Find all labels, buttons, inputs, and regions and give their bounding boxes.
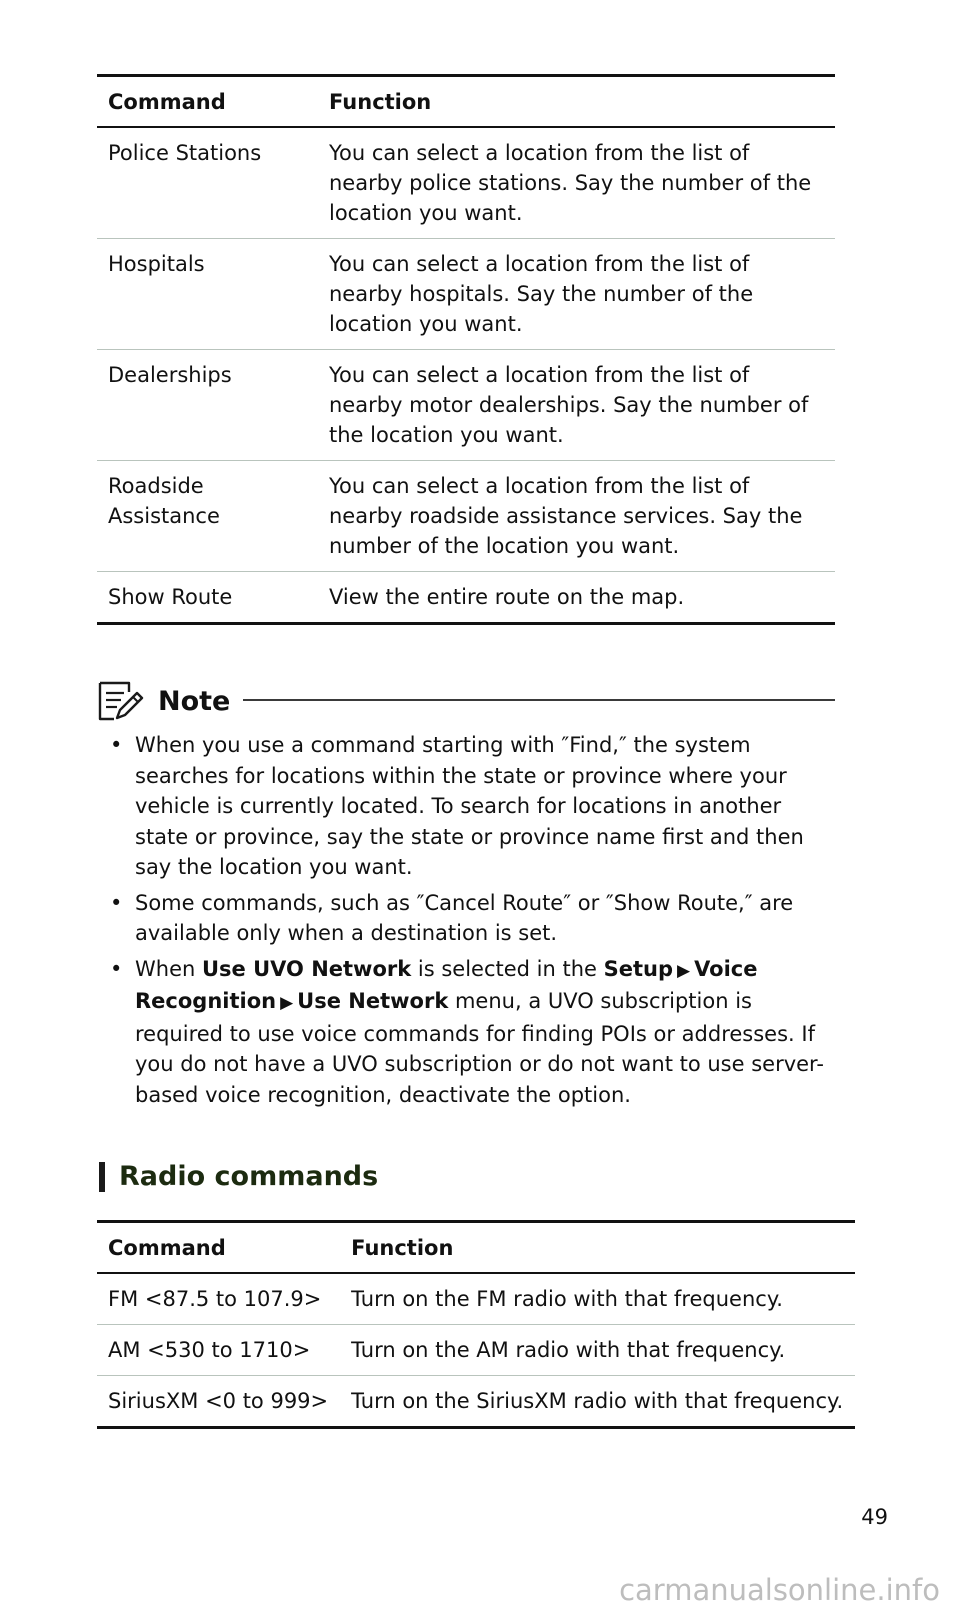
- table-row: [97, 239, 835, 350]
- note-header: [97, 680, 835, 724]
- menu-path-use-network: Use Network: [297, 989, 449, 1013]
- function-cell: You can select a location from the list of nearby police stations. Say the number of the location you want.: [318, 127, 835, 239]
- note-text: Some commands, such as ″Cancel Route″ or ″Show Route,″ are available only when a destination is set.: [135, 890, 794, 945]
- note-text: When you use a command starting with ″Find,″ the system searches for locations within the state or province where your vehicle is currently located. To search for locations in another state or province, say the state or province name first and then say the location you want.: [135, 733, 804, 879]
- table-row: [97, 1376, 855, 1428]
- function-cell: Turn on the SiriusXM radio with that frequency.: [340, 1376, 855, 1428]
- note-divider: [243, 699, 835, 701]
- bullet: •: [110, 890, 123, 915]
- list-item: [110, 954, 840, 1111]
- table-row: [97, 461, 835, 572]
- command-cell: SiriusXM <0 to 999>: [97, 1376, 340, 1428]
- navigation-commands-table: [97, 74, 835, 625]
- list-item: [110, 888, 840, 949]
- list-item: [110, 730, 840, 883]
- note-pencil-icon: [97, 680, 145, 724]
- menu-path-setup: Setup: [603, 956, 673, 981]
- option-name: Use UVO Network: [201, 956, 412, 981]
- function-cell: You can select a location from the list of nearby roadside assistance services. Say the number of the location you want.: [318, 461, 835, 572]
- function-cell: View the entire route on the map.: [318, 572, 835, 624]
- bullet: •: [110, 733, 123, 757]
- page-number: 49: [861, 1505, 888, 1529]
- watermark: carmanualsonline.info: [619, 1573, 940, 1607]
- arrow-right-icon: ▶: [677, 960, 691, 981]
- table-row: [97, 1273, 855, 1325]
- command-cell: Roadside Assistance: [97, 461, 318, 572]
- note-text-intro: When: [135, 956, 202, 981]
- column-header-function: Function: [318, 76, 835, 128]
- function-cell: Turn on the AM radio with that frequency.: [340, 1325, 855, 1376]
- note-text-mid: is selected in the: [411, 956, 604, 981]
- heading-bar: [99, 1162, 105, 1192]
- table-header-row: [97, 76, 835, 128]
- function-cell: You can select a location from the list of nearby motor dealerships. Say the number of the location you want.: [318, 350, 835, 461]
- table-row: [97, 1325, 855, 1376]
- command-cell: Show Route: [97, 572, 318, 624]
- column-header-command: Command: [97, 1222, 340, 1274]
- column-header-function: Function: [340, 1222, 855, 1274]
- arrow-right-icon: ▶: [280, 993, 294, 1013]
- note-title: Note: [158, 686, 231, 717]
- note-text-outro: menu, a UVO subscription is required to use voice commands for finding POIs or addresses. If you do not have a UVO subscription or do not want to use server-based voice recognition, deactivate the option.: [135, 989, 824, 1107]
- function-cell: Turn on the FM radio with that frequency.: [340, 1273, 855, 1325]
- table-row: [97, 350, 835, 461]
- section-title: Radio commands: [119, 1161, 379, 1192]
- radio-commands-table: [97, 1220, 855, 1429]
- command-cell: Hospitals: [97, 239, 318, 350]
- command-cell: AM <530 to 1710>: [97, 1325, 340, 1376]
- function-cell: You can select a location from the list of nearby hospitals. Say the number of the location you want.: [318, 239, 835, 350]
- table-header-row: [97, 1222, 855, 1274]
- note-list: [110, 730, 840, 1115]
- column-header-command: Command: [97, 76, 318, 128]
- table-row: [97, 127, 835, 239]
- bullet: •: [110, 956, 123, 981]
- command-cell: Dealerships: [97, 350, 318, 461]
- command-cell: Police Stations: [97, 127, 318, 239]
- table-row: [97, 572, 835, 624]
- menu-path-voice-recognition: Voice Recognition: [135, 956, 758, 1013]
- command-cell: FM <87.5 to 107.9>: [97, 1273, 340, 1325]
